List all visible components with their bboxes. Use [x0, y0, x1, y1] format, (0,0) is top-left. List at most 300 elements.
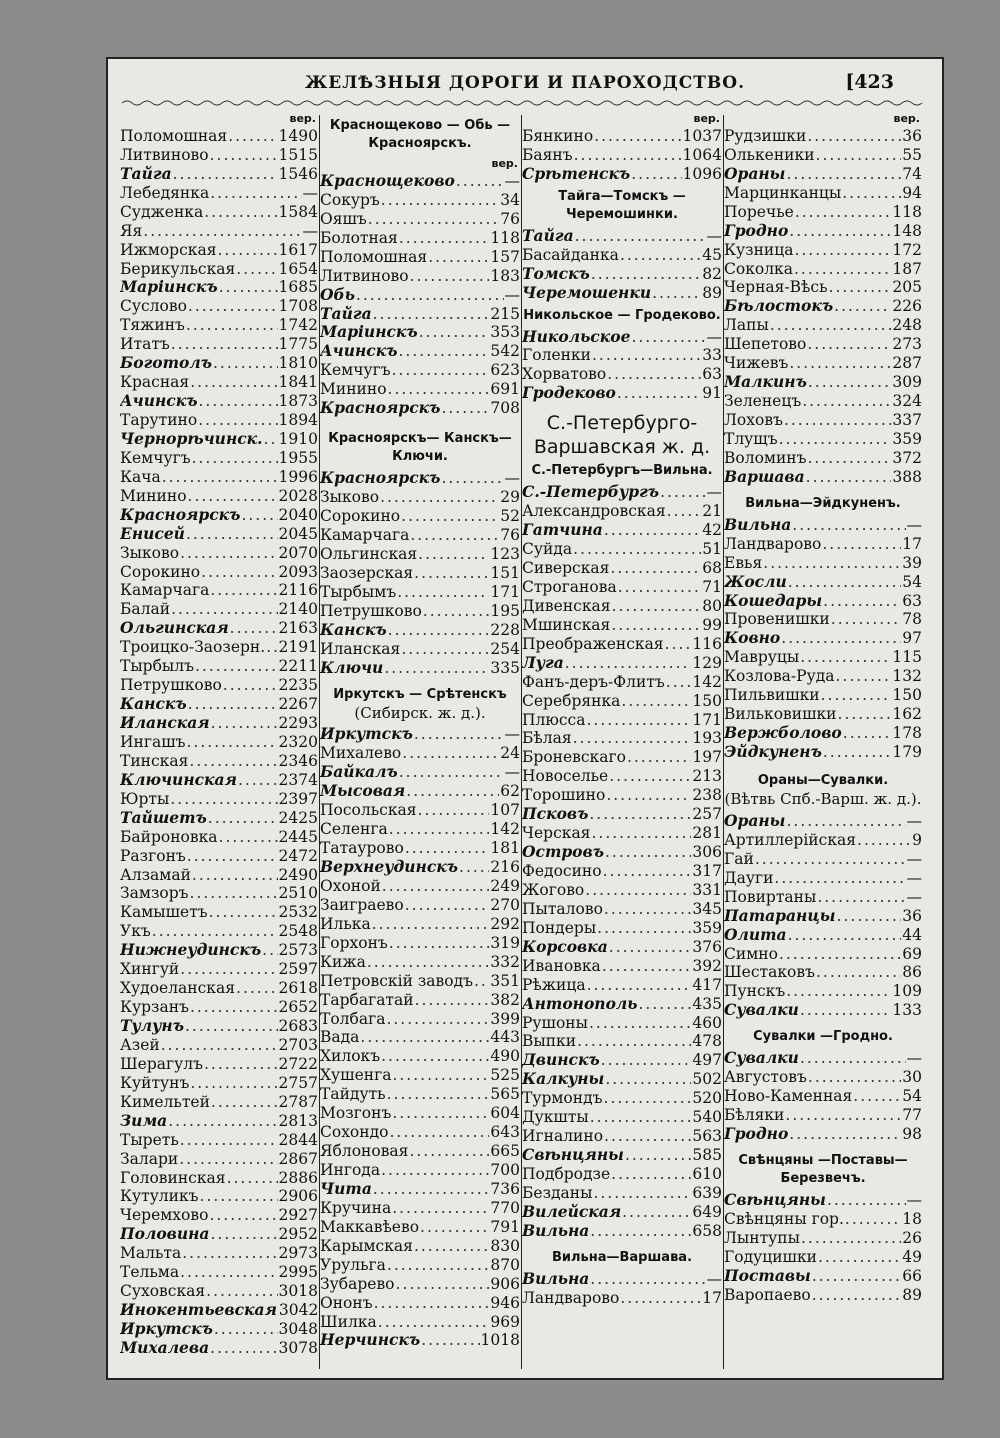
station-name: Ононъ — [320, 1293, 373, 1312]
dot-leader — [590, 1270, 705, 1289]
distance-versts: 623 — [490, 361, 520, 380]
distance-versts: 399 — [490, 1009, 520, 1028]
station-row — [120, 430, 318, 449]
station-name: Кручина — [320, 1198, 392, 1217]
distance-versts: 36 — [902, 126, 922, 145]
station-name: Тырбылъ — [120, 657, 194, 676]
station-row — [724, 127, 922, 146]
station-list — [320, 469, 520, 677]
station-row — [320, 1010, 520, 1029]
dot-leader — [161, 1036, 278, 1055]
dot-leader — [627, 748, 691, 767]
station-row — [724, 1210, 922, 1229]
station-name: Селенга — [320, 820, 388, 839]
dot-leader — [610, 559, 701, 578]
distance-versts: 197 — [692, 748, 722, 767]
station-row — [120, 1017, 318, 1036]
dot-leader — [652, 284, 701, 303]
station-row — [320, 1161, 520, 1180]
dot-leader — [590, 1222, 691, 1241]
station-row — [320, 342, 520, 361]
station-row — [320, 305, 520, 324]
dot-leader — [189, 752, 277, 771]
distance-versts: 33 — [702, 346, 722, 365]
dot-leader — [565, 654, 692, 673]
station-name: Заиграево — [320, 895, 404, 914]
distance-versts: 292 — [490, 914, 520, 933]
station-name: Ораны — [724, 164, 786, 183]
station-name: Болотная — [320, 228, 398, 247]
station-row — [120, 866, 318, 885]
station-row — [724, 297, 922, 316]
distance-versts: 604 — [490, 1104, 520, 1123]
station-row — [522, 1014, 722, 1033]
station-list — [522, 328, 722, 404]
dot-leader — [597, 919, 691, 938]
dot-leader — [785, 1106, 901, 1125]
distance-versts: 2618 — [278, 979, 318, 998]
station-name: Зубарево — [320, 1274, 395, 1293]
dot-leader — [367, 953, 490, 972]
section-title: Вильна—Варшава. — [551, 1249, 693, 1265]
station-name: Ингашъ — [120, 732, 186, 751]
distance-versts: 2757 — [278, 1073, 318, 1092]
dot-leader — [211, 1093, 278, 1112]
station-name: Мавруцы — [724, 648, 800, 667]
station-row — [120, 790, 318, 809]
dot-leader — [392, 1104, 489, 1123]
dot-leader — [423, 602, 490, 621]
station-list — [320, 726, 520, 1351]
station-row — [522, 1203, 722, 1222]
distance-versts: 45 — [702, 245, 722, 264]
distance-versts: 74 — [902, 164, 922, 183]
station-row — [522, 919, 722, 938]
station-name: Шепетово — [724, 335, 807, 354]
station-name: Яблоновая — [320, 1142, 409, 1161]
dot-leader — [609, 767, 691, 786]
station-name: Сувалки — [724, 1049, 799, 1068]
station-name: Варшава — [724, 467, 805, 486]
station-row — [522, 521, 722, 540]
distance-versts: 213 — [692, 767, 722, 786]
dot-leader — [186, 525, 278, 544]
station-row — [724, 430, 922, 449]
versts-label: вер. — [893, 112, 920, 125]
dot-leader — [420, 1218, 489, 1237]
dot-leader — [392, 1199, 489, 1218]
dot-leader — [211, 714, 278, 733]
station-row — [522, 1146, 722, 1165]
distance-versts: 76 — [500, 209, 520, 228]
dot-leader — [170, 790, 277, 809]
station-name: Ключи — [320, 658, 384, 677]
dot-leader — [388, 621, 490, 640]
station-row — [120, 714, 318, 733]
dot-leader — [590, 1108, 692, 1127]
station-name: Обь — [320, 285, 355, 304]
dot-leader — [786, 165, 901, 184]
dot-leader — [789, 354, 891, 373]
distance-versts: 2952 — [278, 1225, 318, 1244]
dot-leader — [837, 907, 902, 926]
station-name: Голенки — [522, 346, 591, 365]
dot-leader — [418, 545, 489, 564]
station-name: Сохондо — [320, 1123, 389, 1142]
distance-versts: 21 — [702, 502, 722, 521]
station-name: Басайданка — [522, 245, 619, 264]
station-row — [320, 1123, 520, 1142]
dot-leader — [360, 1028, 489, 1047]
station-name: Вильна — [522, 1221, 590, 1240]
station-name: Вильна — [522, 1269, 590, 1288]
dot-leader — [368, 210, 500, 229]
station-name: Гродеково — [522, 384, 616, 403]
station-row — [120, 165, 318, 184]
section-title: Свѣнцяны —Поставы— Березвечъ. — [738, 1153, 908, 1186]
dot-leader — [389, 1123, 489, 1142]
station-name: Кимельтей — [120, 1092, 210, 1111]
station-row — [724, 907, 922, 926]
station-name: Луга — [522, 653, 564, 672]
station-row — [320, 621, 520, 640]
station-row — [724, 648, 922, 667]
distance-versts: 2163 — [278, 619, 318, 638]
distance-versts: 150 — [892, 686, 922, 705]
station-name: Татаурово — [320, 839, 404, 858]
distance-versts: 332 — [490, 952, 520, 971]
dot-leader — [800, 1049, 906, 1068]
station-name: Безданы — [522, 1183, 593, 1202]
dot-leader — [786, 812, 905, 831]
dot-leader — [853, 1087, 901, 1106]
dot-leader — [209, 903, 278, 922]
dot-leader — [204, 1055, 278, 1074]
page-title: ЖЕЛѢЗНЫЯ ДОРОГИ И ПАРОХОДСТВО. — [304, 73, 746, 93]
distance-versts: 2374 — [278, 770, 318, 789]
station-name: Калкуны — [522, 1070, 605, 1089]
station-row — [522, 483, 722, 502]
station-name: Поломошная — [320, 247, 428, 266]
distance-versts: 345 — [692, 899, 722, 918]
dot-leader — [241, 506, 277, 525]
distance-versts: 98 — [902, 1125, 922, 1144]
dot-leader — [606, 786, 691, 805]
dot-leader — [200, 1187, 278, 1206]
distance-versts: 478 — [692, 1032, 722, 1051]
dot-leader — [821, 686, 892, 705]
distance-versts: 309 — [892, 373, 922, 392]
station-name: Залари — [120, 1149, 179, 1168]
station-row — [320, 1332, 520, 1351]
station-name: Псковъ — [522, 805, 589, 824]
column-3 — [522, 111, 722, 1369]
station-name: Тайшетъ — [120, 808, 207, 827]
station-row — [724, 1106, 922, 1125]
distance-versts: — — [706, 1269, 722, 1288]
station-row — [320, 1313, 520, 1332]
dot-leader — [414, 725, 504, 744]
station-row — [120, 203, 318, 222]
station-row — [320, 248, 520, 267]
section-title: Краснощеково — Обь — Красноярскъ. — [329, 118, 511, 151]
station-row — [120, 1339, 318, 1358]
station-row — [120, 847, 318, 866]
station-name: Посольская — [320, 801, 417, 820]
station-name: Пильвишки — [724, 686, 820, 705]
station-name: Яя — [120, 221, 143, 240]
station-name: Балай — [120, 600, 171, 619]
dot-leader — [857, 831, 911, 850]
station-name: Судженка — [120, 202, 204, 221]
distance-versts: 228 — [490, 620, 520, 639]
dot-leader — [381, 191, 499, 210]
dot-leader — [405, 839, 490, 858]
distance-versts: — — [504, 763, 520, 782]
decorative-wavy-rule — [122, 99, 924, 107]
station-name: Марцинканцы — [724, 183, 842, 202]
dot-leader — [842, 184, 901, 203]
station-row — [120, 241, 318, 260]
distance-versts: 2070 — [278, 543, 318, 562]
station-row — [522, 843, 722, 862]
distance-versts: 2548 — [278, 922, 318, 941]
distance-versts: 2510 — [278, 884, 318, 903]
station-name: Гай — [724, 849, 754, 868]
distance-versts: 331 — [692, 880, 722, 899]
dot-leader — [228, 127, 277, 146]
station-name: Сиверская — [522, 559, 610, 578]
station-row — [320, 267, 520, 286]
station-row — [320, 1199, 520, 1218]
station-row — [120, 260, 318, 279]
station-row — [724, 629, 922, 648]
distance-versts: — — [302, 221, 318, 240]
station-name: Серебрянка — [522, 691, 621, 710]
dot-leader — [812, 1286, 902, 1305]
dot-leader — [441, 469, 503, 488]
station-row — [120, 657, 318, 676]
distance-versts: — — [706, 226, 722, 245]
station-row — [522, 165, 722, 184]
station-name: Воломинъ — [724, 448, 807, 467]
dot-leader — [356, 286, 504, 305]
distance-versts: 1775 — [278, 335, 318, 354]
dot-leader — [589, 1014, 691, 1033]
distance-versts: 183 — [490, 266, 520, 285]
dot-leader — [631, 165, 681, 184]
distance-versts: 2191 — [278, 638, 318, 657]
station-row — [522, 692, 722, 711]
station-name: Карымская — [320, 1236, 413, 1255]
station-row — [724, 1286, 922, 1305]
dot-leader — [428, 248, 489, 267]
station-name: Броневскаго — [522, 748, 626, 767]
dot-leader — [817, 888, 905, 907]
distance-versts: 63 — [902, 591, 922, 610]
page-header — [108, 59, 942, 103]
station-row — [120, 146, 318, 165]
station-row — [120, 1188, 318, 1207]
station-row — [724, 592, 922, 611]
dot-leader — [406, 782, 499, 801]
distance-versts: 249 — [490, 876, 520, 895]
dot-leader — [786, 982, 891, 1001]
station-row — [320, 839, 520, 858]
distance-versts: 2867 — [278, 1149, 318, 1168]
wavy-rule-line — [122, 101, 922, 105]
dot-leader — [622, 1203, 691, 1222]
station-name: Островъ — [522, 843, 604, 862]
distance-versts: 691 — [490, 380, 520, 399]
station-name: Поломошная — [120, 126, 228, 145]
station-row — [522, 976, 722, 995]
distance-versts: — — [906, 515, 922, 534]
station-name: Августовъ — [724, 1068, 807, 1087]
distance-versts: — — [302, 183, 318, 202]
dot-leader — [219, 828, 278, 847]
section-title: Вильна—Эйдкуненъ. — [745, 495, 901, 511]
station-name: Пондеры — [522, 918, 597, 937]
distance-versts: 66 — [902, 1266, 922, 1285]
distance-versts: 178 — [892, 724, 922, 743]
dot-leader — [836, 667, 892, 686]
dot-leader — [264, 430, 278, 449]
distance-versts: 830 — [490, 1236, 520, 1255]
station-row — [120, 1169, 318, 1188]
station-row — [120, 1301, 318, 1320]
distance-versts: 2397 — [278, 789, 318, 808]
distance-versts: 2028 — [278, 486, 318, 505]
dot-leader — [392, 1066, 489, 1085]
dot-leader — [143, 222, 301, 241]
station-row — [320, 172, 520, 191]
dot-leader — [660, 483, 705, 502]
distance-versts: 78 — [902, 610, 922, 629]
station-row — [522, 805, 722, 824]
station-name: Красная — [120, 373, 190, 392]
station-row — [320, 1237, 520, 1256]
station-row — [522, 1184, 722, 1203]
station-name: Головинская — [120, 1168, 226, 1187]
station-row — [120, 335, 318, 354]
section-title: С.-Петербургъ—Вильна. — [531, 463, 713, 479]
station-row — [320, 991, 520, 1010]
dot-leader — [618, 578, 702, 597]
station-name: Разгонъ — [120, 846, 186, 865]
station-row — [522, 265, 722, 284]
station-row — [320, 1275, 520, 1294]
station-name: Соколка — [724, 259, 793, 278]
station-row — [320, 488, 520, 507]
distance-versts: — — [504, 725, 520, 744]
railway-title: С.-Петербурго- Варшавская ж. д. — [533, 412, 711, 459]
dot-leader — [182, 1244, 277, 1263]
distance-versts: 2093 — [278, 562, 318, 581]
station-row — [724, 869, 922, 888]
station-name: Преображенская — [522, 634, 664, 653]
station-name: Ландварово — [522, 1288, 620, 1307]
station-row — [120, 1206, 318, 1225]
distance-versts: 132 — [892, 667, 922, 686]
station-name: Мысовая — [320, 782, 406, 801]
station-row — [120, 373, 318, 392]
distance-versts: 490 — [490, 1047, 520, 1066]
station-row — [320, 545, 520, 564]
distance-versts: — — [504, 285, 520, 304]
distance-versts: 1685 — [278, 278, 318, 297]
station-row — [522, 881, 722, 900]
station-row — [120, 544, 318, 563]
station-name: Гродно — [724, 1125, 789, 1144]
distance-versts: 109 — [892, 982, 922, 1001]
distance-versts: 372 — [892, 448, 922, 467]
dot-leader — [384, 659, 489, 678]
station-row — [522, 559, 722, 578]
station-name: С.-Петербургъ — [522, 483, 660, 502]
station-name: Чижевъ — [724, 354, 789, 373]
distance-versts: 1742 — [278, 316, 318, 335]
station-row — [522, 146, 722, 165]
dot-leader — [807, 127, 901, 146]
distance-versts: 2320 — [278, 732, 318, 751]
distance-versts: 29 — [500, 488, 520, 507]
distance-versts: 2573 — [278, 941, 318, 960]
station-row — [522, 1108, 722, 1127]
distance-versts: 1546 — [278, 164, 318, 183]
station-name: Хилокъ — [320, 1047, 381, 1066]
dot-leader — [227, 1169, 278, 1188]
dot-leader — [620, 1289, 701, 1308]
dot-leader — [781, 629, 901, 648]
distance-versts: 337 — [892, 411, 922, 430]
station-row — [724, 1087, 922, 1106]
station-row — [724, 165, 922, 184]
station-row — [320, 1218, 520, 1237]
distance-versts: 540 — [692, 1108, 722, 1127]
station-row — [120, 922, 318, 941]
distance-versts: 2722 — [278, 1054, 318, 1073]
distance-versts: 324 — [892, 392, 922, 411]
station-row — [522, 578, 722, 597]
station-name: Михалева — [120, 1338, 210, 1357]
station-row — [320, 1256, 520, 1275]
station-row — [120, 506, 318, 525]
dot-leader — [788, 573, 902, 592]
station-name: Мальта — [120, 1244, 182, 1263]
station-row — [320, 801, 520, 820]
station-list — [522, 127, 722, 184]
station-name: Рудзишки — [724, 126, 807, 145]
station-name: Лынтупы — [724, 1228, 800, 1247]
dot-leader — [206, 1282, 277, 1301]
distance-versts: 54 — [902, 1087, 922, 1106]
station-row — [522, 347, 722, 366]
station-name: Двинскъ — [522, 1051, 600, 1070]
distance-versts: 77 — [902, 1106, 922, 1125]
distance-versts: 376 — [692, 937, 722, 956]
dot-leader — [210, 581, 277, 600]
station-name: Торошино — [522, 786, 606, 805]
dot-leader — [592, 346, 701, 365]
dot-leader — [266, 638, 277, 657]
dot-leader — [372, 915, 490, 934]
dot-leader — [209, 1206, 277, 1225]
station-name: Эйдкуненъ — [724, 743, 822, 762]
distance-versts: 3018 — [278, 1282, 318, 1301]
distance-versts: 148 — [892, 221, 922, 240]
station-name: Тинская — [120, 751, 189, 770]
